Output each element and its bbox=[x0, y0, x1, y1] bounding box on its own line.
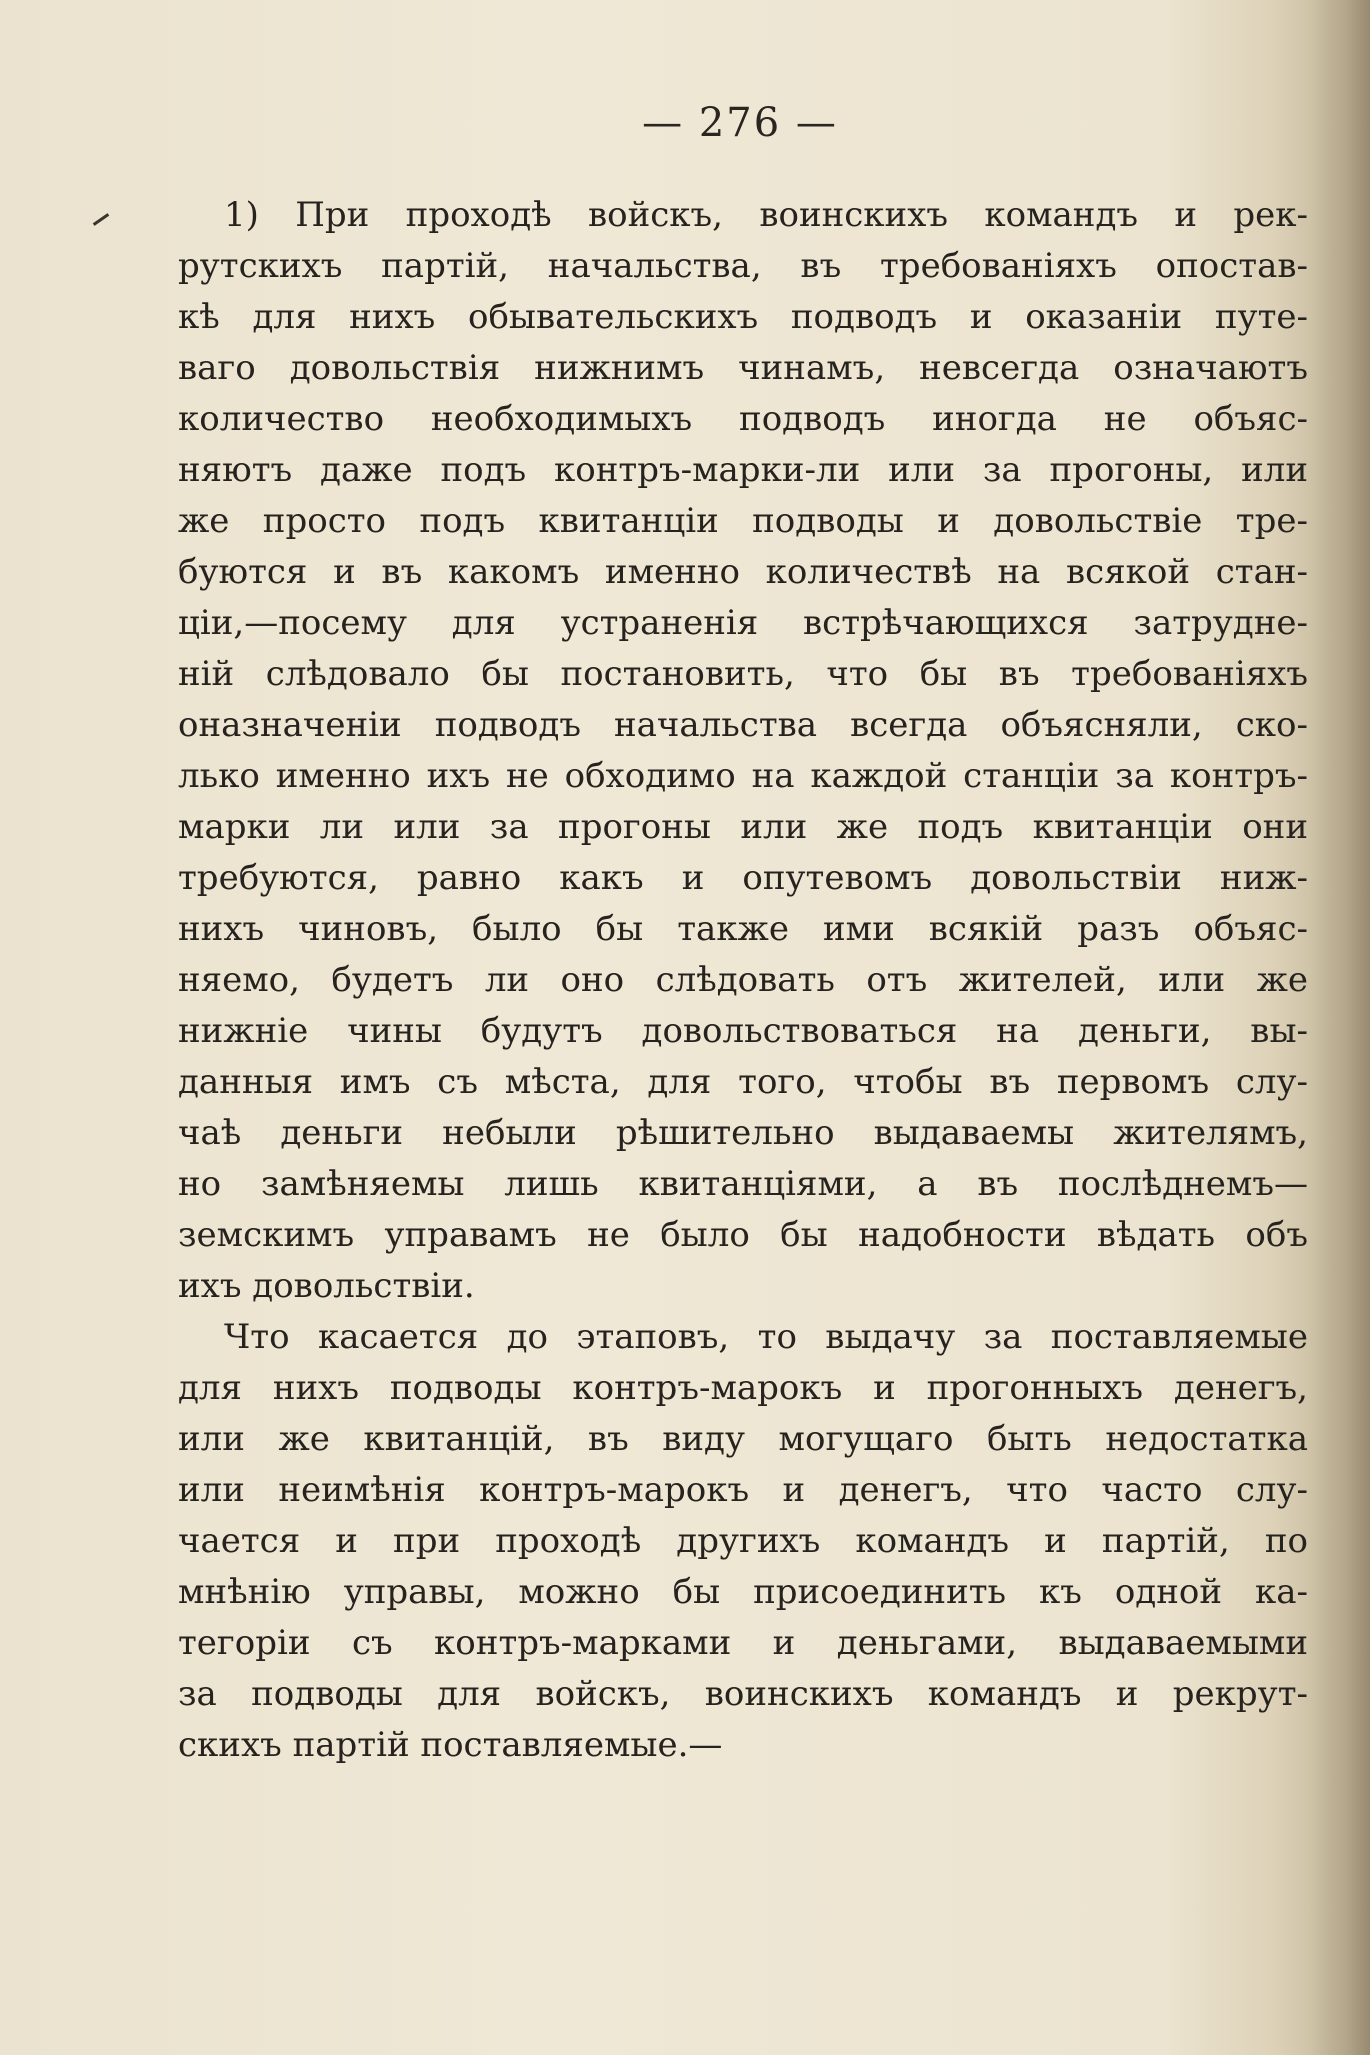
text-line: данныя имъ съ мѣста, для того, чтобы въ первомъ слу- bbox=[178, 1062, 1308, 1102]
text-line: няемо, будетъ ли оно слѣдовать отъ жителей, или же bbox=[178, 960, 1308, 1000]
text-line: но замѣняемы лишь квитанціями, а въ послѣднемъ— bbox=[178, 1164, 1308, 1204]
text-line: ваго довольствія нижнимъ чинамъ, невсегда означаютъ bbox=[178, 348, 1308, 388]
text-line: для нихъ подводы контръ-марокъ и прогонныхъ денегъ, bbox=[178, 1368, 1308, 1408]
text-line: количество необходимыхъ подводъ иногда не объяс- bbox=[178, 399, 1308, 439]
page-number: — 276 — bbox=[642, 100, 838, 146]
text-line: ихъ довольствіи. bbox=[178, 1266, 475, 1306]
text-line: 1) При проходѣ войскъ, воинскихъ командъ и рек- bbox=[224, 195, 1308, 235]
text-line: буются и въ какомъ именно количествѣ на всякой стан- bbox=[178, 552, 1308, 592]
text-line: требуются, равно какъ и опутевомъ довольствіи ниж- bbox=[178, 858, 1308, 898]
text-line: скихъ партій поставляемые.— bbox=[178, 1725, 723, 1765]
text-line: рутскихъ партій, начальства, въ требованіяхъ опостав- bbox=[178, 246, 1308, 286]
text-line: ній слѣдовало бы постановить, что бы въ требованіяхъ bbox=[178, 654, 1308, 694]
paragraph-2 bbox=[178, 1312, 1308, 1771]
text-line: Что касается до этаповъ, то выдачу за поставляемые bbox=[224, 1317, 1308, 1357]
text-line: земскимъ управамъ не было бы надобности вѣдать объ bbox=[178, 1215, 1308, 1255]
margin-tick-mark bbox=[93, 213, 109, 226]
text-line: нижніе чины будутъ довольствоваться на деньги, вы- bbox=[178, 1011, 1308, 1051]
text-line: нихъ чиновъ, было бы также ими всякій разъ объяс- bbox=[178, 909, 1308, 949]
text-line: или же квитанцій, въ виду могущаго быть недостатка bbox=[178, 1419, 1308, 1459]
paragraph-1 bbox=[178, 190, 1308, 1312]
text-line: чается и при проходѣ другихъ командъ и партій, по bbox=[178, 1521, 1308, 1561]
text-line: же просто подъ квитанціи подводы и довольствіе тре- bbox=[178, 501, 1308, 541]
text-line: ціи,—посему для устраненія встрѣчающихся затрудне- bbox=[178, 603, 1308, 643]
text-line: лько именно ихъ не обходимо на каждой станціи за контръ- bbox=[178, 756, 1308, 796]
body-text bbox=[178, 190, 1308, 1771]
text-line: няютъ даже подъ контръ-марки-ли или за прогоны, или bbox=[178, 450, 1308, 490]
text-line: кѣ для нихъ обывательскихъ подводъ и оказаніи путе- bbox=[178, 297, 1308, 337]
text-line: чаѣ деньги небыли рѣшительно выдаваемы жителямъ, bbox=[178, 1113, 1308, 1153]
text-line: тегоріи съ контръ-марками и деньгами, выдаваемыми bbox=[178, 1623, 1308, 1663]
text-line: за подводы для войскъ, воинскихъ командъ и рекрут- bbox=[178, 1674, 1308, 1714]
text-line: или неимѣнія контръ-марокъ и денегъ, что часто слу- bbox=[178, 1470, 1308, 1510]
text-line: оназначеніи подводъ начальства всегда объясняли, ско- bbox=[178, 705, 1308, 745]
text-line: марки ли или за прогоны или же подъ квитанціи они bbox=[178, 807, 1308, 847]
page-gutter-shadow bbox=[1310, 0, 1370, 2055]
text-line: мнѣнію управы, можно бы присоединить къ одной ка- bbox=[178, 1572, 1308, 1612]
